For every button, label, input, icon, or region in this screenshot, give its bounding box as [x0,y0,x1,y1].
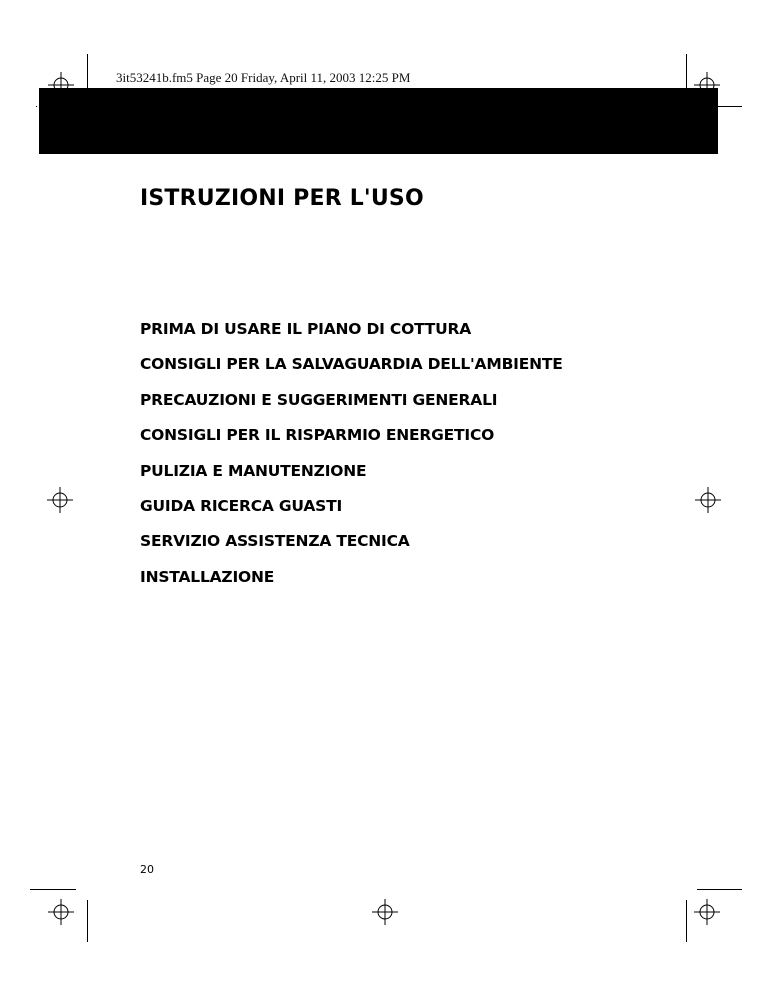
registration-mark-icon [694,899,720,925]
crop-line-bottom-left-v [87,900,88,942]
crop-line-bottom-right-v [686,900,687,942]
toc-item: CONSIGLI PER IL RISPARMIO ENERGETICO [140,426,495,445]
crop-line-bottom-right-h [697,889,742,890]
registration-mark-icon [48,899,74,925]
crop-line-top-left-h [36,106,37,107]
crop-line-top-right-h [718,106,742,107]
page-title: ISTRUZIONI PER L'USO [140,186,424,211]
toc-item: GUIDA RICERCA GUASTI [140,496,343,515]
toc-item: SERVIZIO ASSISTENZA TECNICA [140,532,410,551]
toc-item: PRECAUZIONI E SUGGERIMENTI GENERALI [140,390,498,409]
crop-line-bottom-left-h [30,889,76,890]
file-slug: 3it53241b.fm5 Page 20 Friday, April 11, 2003 12:25 PM [116,70,411,85]
toc-item: PULIZIA E MANUTENZIONE [140,461,367,480]
table-of-contents [140,312,563,595]
page-number: 20 [140,863,154,876]
crop-line-top-right-v [686,54,687,88]
registration-mark-icon [695,487,721,513]
crop-line-top-left-v [87,54,88,88]
header-band [39,88,718,154]
registration-mark-icon [372,899,398,925]
registration-mark-icon [47,487,73,513]
toc-item: CONSIGLI PER LA SALVAGUARDIA DELL'AMBIENTE [140,355,563,374]
toc-item: INSTALLAZIONE [140,567,275,586]
toc-item: PRIMA DI USARE IL PIANO DI COTTURA [140,320,472,338]
